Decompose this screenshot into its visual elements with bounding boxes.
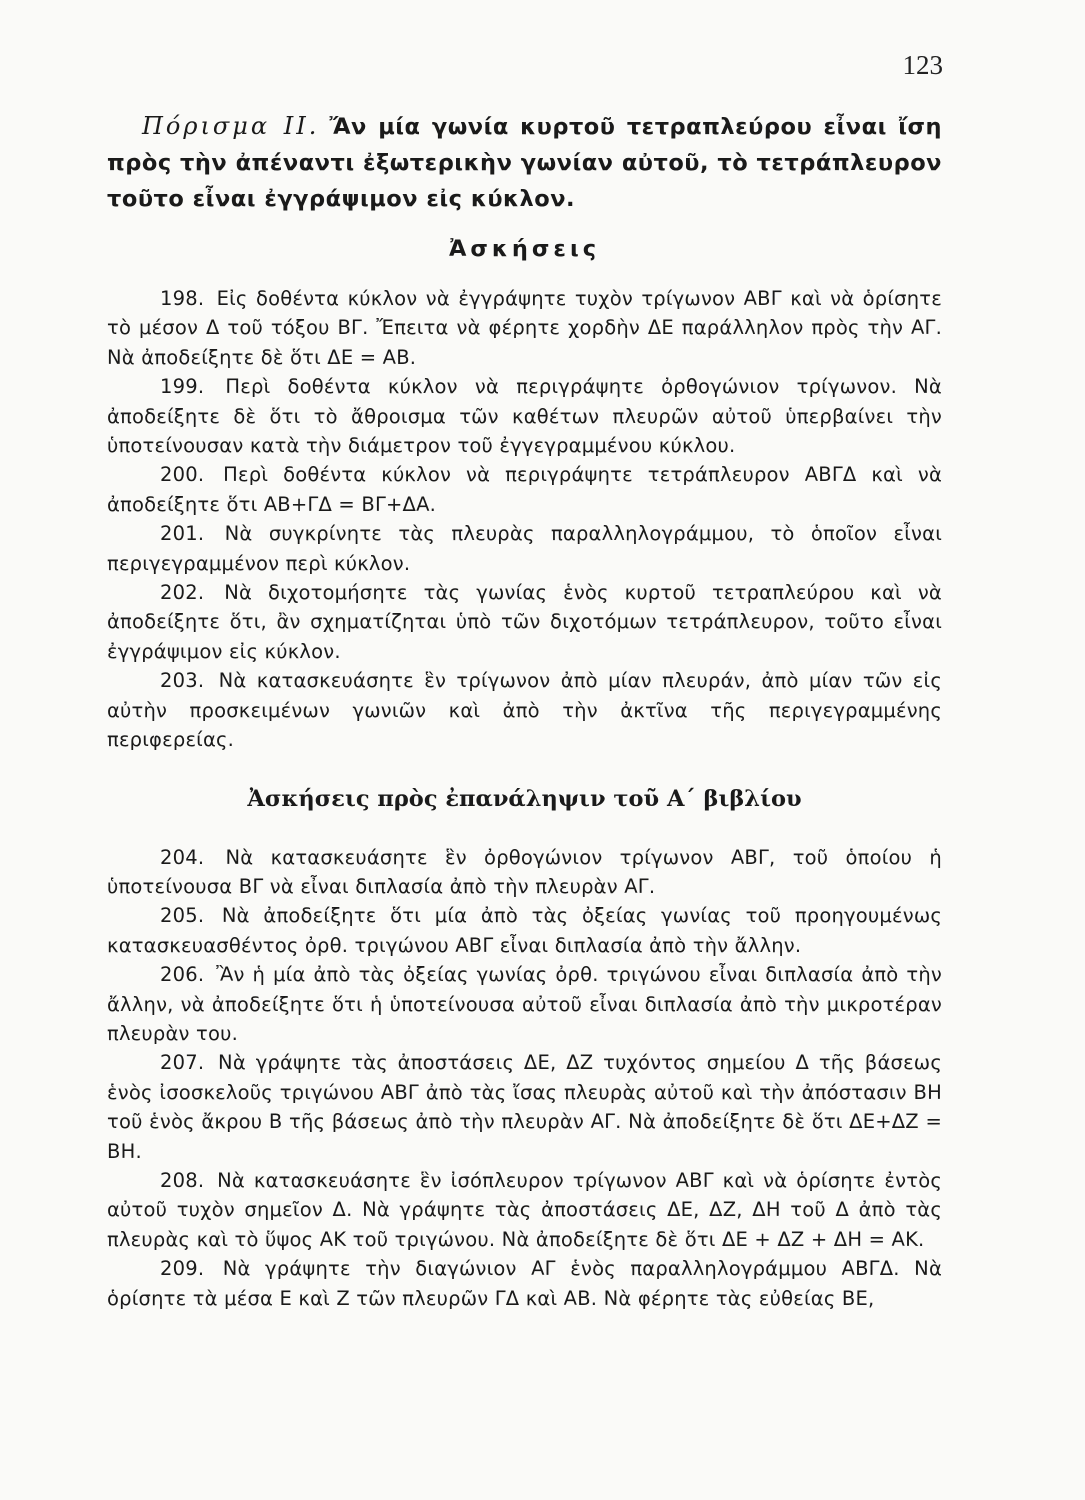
section-title: Ἀσκήσεις bbox=[448, 236, 601, 262]
exercise-text: Νὰ διχοτομήσητε τὰς γωνίας ἑνὸς κυρτοῦ τετραπλεύρου καὶ νὰ ἀποδείξητε ὅτι, ἂν σχηματίζηται ὑπὸ τῶν διχοτόμων τετράπλευρον, τοῦτο εἶναι ἐγγράψιμον εἰς κύκλον. bbox=[107, 581, 942, 663]
exercise-number: 206. bbox=[160, 963, 205, 987]
section-heading-exercises bbox=[107, 236, 942, 262]
page-content bbox=[107, 108, 942, 1313]
exercise-item bbox=[107, 666, 942, 754]
exercise-item bbox=[107, 843, 942, 902]
exercise-text: Νὰ κατασκευάσητε ἓν ἰσόπλευρον τρίγωνον ΑΒΓ καὶ νὰ ὁρίσητε ἐντὸς αὐτοῦ τυχὸν σημεῖον Δ. Νὰ γράψητε τὰς ἀποστάσεις ΔΕ, ΔΖ, ΔΗ τοῦ Δ ἀπὸ τὰς πλευρὰς καὶ τὸ ὕψος ΑΚ τοῦ τριγώνου. Νὰ ἀποδείξητε δὲ ὅτι ΔΕ + ΔΖ + ΔΗ = ΑΚ. bbox=[107, 1168, 942, 1251]
exercise-item bbox=[107, 1254, 942, 1313]
exercise-text: Ἂν ἡ μία ἀπὸ τὰς ὀξείας γωνίας ὀρθ. τριγώνου εἶναι διπλασία ἀπὸ τὴν ἄλλην, νὰ ἀποδείξητε ὅτι ἡ ὑποτείνουσα αὐτοῦ εἶναι διπλασία ἀπὸ τὴν μικροτέραν πλευρὰν του. bbox=[107, 963, 942, 1045]
exercise-item bbox=[107, 578, 942, 666]
exercise-text: Νὰ συγκρίνητε τὰς πλευρὰς παραλληλογράμμου, τὸ ὁποῖον εἶναι περιγεγραμμένον περὶ κύκλον. bbox=[107, 522, 942, 575]
exercise-item bbox=[107, 960, 942, 1048]
exercise-text: Εἰς δοθέντα κύκλον νὰ ἐγγράψητε τυχὸν τρίγωνον ΑΒΓ καὶ νὰ ὁρίσητε τὸ μέσον Δ τοῦ τόξου ΒΓ. Ἔπειτα νὰ φέρητε χορδὴν ΔΕ παράλληλον πρὸς τὴν ΑΓ. Νὰ ἀποδείξητε δὲ ὅτι ΔΕ = ΑΒ. bbox=[107, 287, 942, 369]
porism-label: Πόρισμα II. bbox=[142, 112, 320, 140]
exercise-text: Περὶ δοθέντα κύκλον νὰ περιγράψητε ὀρθογώνιον τρίγωνον. Νὰ ἀποδείξητε δὲ ὅτι τὸ ἄθροισμα τῶν καθέτων πλευρῶν αὐτοῦ ὑπερβαίνει τὴν ὑποτείνουσαν κατὰ τὴν διάμετρον τοῦ ἐγγεγραμμένου κύκλου. bbox=[107, 375, 942, 458]
exercise-text: Περὶ δοθέντα κύκλον νὰ περιγράψητε τετράπλευρον ΑΒΓΔ καὶ νὰ ἀποδείξητε ὅτι ΑΒ+ΓΔ = ΒΓ+ΔΑ. bbox=[107, 463, 942, 516]
exercise-number: 198. bbox=[160, 287, 205, 310]
section-heading-review: Ἀσκήσεις πρὸς ἐπανάληψιν τοῦ Α΄ βιβλίου bbox=[247, 785, 802, 812]
exercise-item bbox=[107, 519, 942, 578]
exercise-item bbox=[107, 1166, 942, 1254]
exercise-text: Νὰ γράψητε τὰς ἀποστάσεις ΔΕ, ΔΖ τυχόντος σημείου Δ τῆς βάσεως ἑνὸς ἰσοσκελοῦς τριγώνου ΑΒΓ ἀπὸ τὰς ἴσας πλευρὰς αὐτοῦ καὶ τὴν ἀπόστασιν ΒΗ τοῦ ἑνὸς ἄκρου Β τῆς βάσεως ἀπὸ τὴν πλευρὰν ΑΓ. Νὰ ἀποδείξητε δὲ ὅτι ΔΕ+ΔΖ = ΒΗ. bbox=[107, 1051, 942, 1163]
porism-text: Ἄν μία γωνία κυρτοῦ τετραπλεύρου εἶναι ἴση πρὸς τὴν ἀπέναντι ἐξωτερικὴν γωνίαν αὐτοῦ, τὸ τετράπλευρον τοῦτο εἶναι ἐγγράψιμον εἰς κύκλον. bbox=[107, 114, 942, 212]
exercise-number: 202. bbox=[160, 581, 205, 605]
exercise-number: 200. bbox=[160, 463, 205, 487]
page-number: 123 bbox=[902, 50, 943, 80]
exercise-list bbox=[107, 284, 942, 755]
exercise-number: 204. bbox=[160, 845, 205, 869]
exercise-text: Νὰ γράψητε τὴν διαγώνιον ΑΓ ἑνὸς παραλληλογράμμου ΑΒΓΔ. Νὰ ὁρίσητε τὰ μέσα Ε καὶ Ζ τῶν πλευρῶν ΓΔ καὶ ΑΒ. Νὰ φέρητε τὰς εὐθείας ΒΕ, bbox=[107, 1257, 942, 1310]
exercise-text: Νὰ ἀποδείξητε ὅτι μία ἀπὸ τὰς ὀξείας γωνίας τοῦ προηγουμένως κατασκευασθέντος ὀρθ. τριγώνου ΑΒΓ εἶναι διπλασία ἀπὸ τὴν ἄλλην. bbox=[107, 904, 942, 957]
exercise-number: 201. bbox=[160, 522, 205, 546]
exercise-text: Νὰ κατασκευάσητε ἓν ὀρθογώνιον τρίγωνον ΑΒΓ, τοῦ ὁποίου ἡ ὑποτείνουσα ΒΓ νὰ εἶναι διπλασία ἀπὸ τὴν πλευρὰν ΑΓ. bbox=[107, 845, 942, 898]
exercise-item bbox=[107, 460, 942, 519]
exercise-number: 207. bbox=[160, 1051, 205, 1075]
porism-paragraph bbox=[107, 108, 942, 217]
exercise-item bbox=[107, 284, 942, 372]
review-exercise-list bbox=[107, 843, 942, 1314]
exercise-number: 203. bbox=[160, 669, 205, 693]
exercise-text: Νὰ κατασκευάσητε ἓν τρίγωνον ἀπὸ μίαν πλευράν, ἀπὸ μίαν τῶν εἰς αὐτὴν προσκειμένων γωνιῶν καὶ ἀπὸ τὴν ἀκτῖνα τῆς περιγεγραμμένης περιφερείας. bbox=[107, 669, 942, 752]
exercise-item bbox=[107, 372, 942, 460]
exercise-item bbox=[107, 901, 942, 960]
exercise-item bbox=[107, 1048, 942, 1166]
exercise-number: 208. bbox=[160, 1168, 205, 1192]
exercise-number: 199. bbox=[160, 375, 205, 399]
exercise-number: 209. bbox=[160, 1257, 205, 1281]
exercise-number: 205. bbox=[160, 904, 205, 928]
